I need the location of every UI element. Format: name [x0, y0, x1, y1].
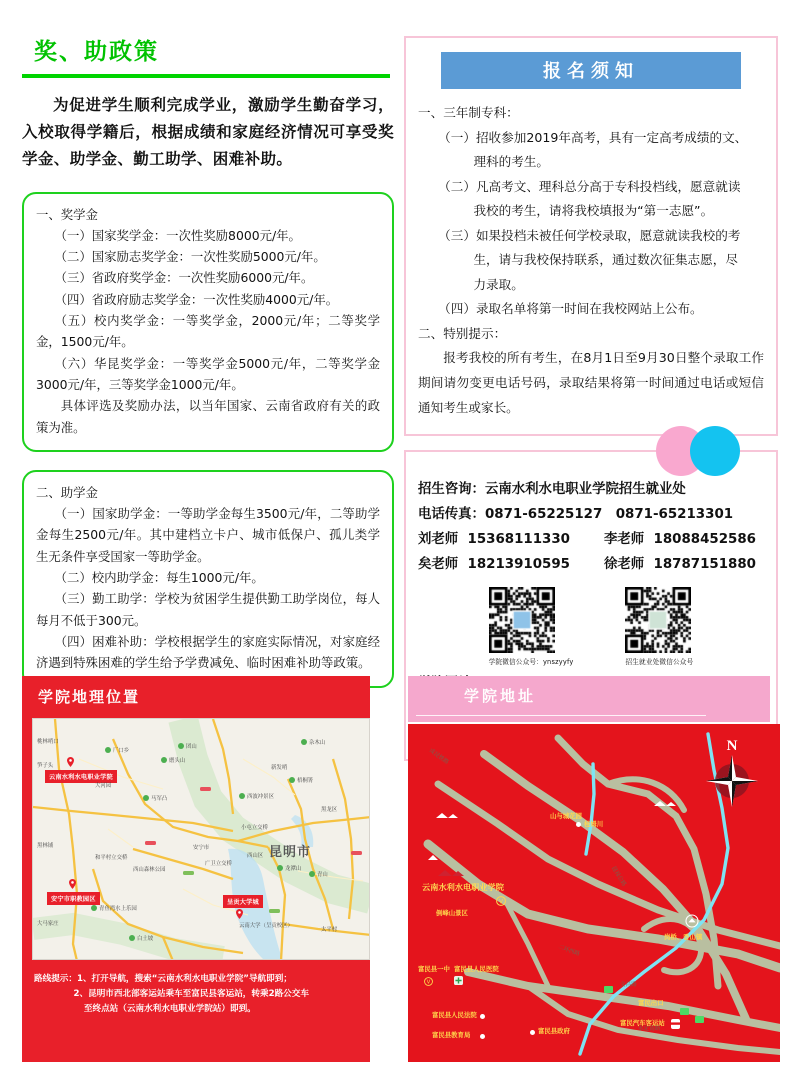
map-marker-icon	[496, 896, 506, 906]
notice-line: （四）录取名单将第一时间在我校网站上公布。	[438, 301, 703, 317]
teacher-contact	[418, 528, 578, 553]
map-poi-label: 磨头山	[169, 758, 186, 764]
policy-intro-text: 为促进学生顺利完成学业，激励学生勤奋学习，入校取得学籍后，根据成绩和家庭经济情况可享受奖学金、助学金、勤工助学、困难补助。	[22, 96, 394, 169]
map-poi-label: 黑龙区	[321, 807, 338, 813]
map-panel-location	[22, 676, 370, 1062]
teacher-contacts-row	[418, 528, 764, 553]
scholarship-box	[22, 192, 394, 452]
map-poi-label: 和平村立交桥	[95, 855, 128, 861]
map-title-location: 学院地理位置	[38, 688, 141, 706]
map-label-school: 云南水利水电职业学院	[422, 882, 504, 892]
map-pin-icon	[69, 879, 76, 889]
notice-line: 生，请与我校保持联系，通过数次征集志愿，尽	[473, 252, 738, 268]
map-road-label-rail: 成昆铁路	[427, 747, 450, 766]
notice-line: 二、特别提示：	[418, 325, 507, 341]
financial-aid-item: （二）校内助学金：每生1000元/年。	[54, 569, 264, 585]
qr-code-row	[418, 587, 764, 666]
map-poi-label: 青山	[317, 872, 328, 878]
section-title-scholarship-policy: 奖、助政策	[34, 39, 159, 65]
teacher-name: 徐老师	[604, 556, 645, 572]
map-road-label-erhuan: 二环西路	[557, 944, 581, 958]
map-poi-label: 桃林哨口	[37, 739, 59, 745]
map-poi-label: 大马家庄	[37, 921, 59, 927]
map-road-label-yongding: 永定南路	[638, 1026, 661, 1032]
map-marker-icon	[424, 977, 433, 986]
registration-notice-banner: 报名须知	[441, 52, 741, 89]
scholarship-item: （二）国家励志奖学金：一次性奖励5000元/年。	[54, 248, 326, 264]
admissions-consult-value: 云南水利水电职业学院招生就业处	[484, 482, 686, 498]
map-title-address: 学院地址	[464, 687, 537, 705]
map-poi-label: 安宁市	[193, 845, 210, 851]
fumin-map[interactable]	[408, 724, 780, 1062]
svg-text:V: V	[498, 898, 504, 906]
map-poi-dot-icon	[178, 743, 184, 749]
map-poi-label: 黑林铺	[37, 843, 54, 849]
map-poi-label: 太平村	[321, 927, 338, 933]
green-divider	[22, 74, 390, 78]
map-poi-label: 西山区	[247, 853, 264, 859]
qr-caption: 招生就业处微信公众号	[625, 658, 694, 667]
map-road-label-kunlu: 昆禄公路	[609, 865, 627, 888]
map-poi-label: 白土坡	[137, 936, 154, 942]
qr-code-icon	[625, 587, 691, 653]
map-poi-label: 小屯立交桥	[241, 825, 268, 831]
compass-rose	[704, 738, 760, 808]
map-label-shanyucheng: 山与城花园	[550, 812, 582, 820]
financial-aid-box	[22, 470, 394, 688]
teacher-phone: 18787151880	[653, 556, 756, 572]
kunming-map-graphic	[33, 719, 370, 960]
map-poi-dot-icon	[289, 777, 295, 783]
qr-item-college	[489, 587, 574, 666]
map-poi-dot-icon	[105, 747, 111, 753]
map-label-guilinchuan: 桂姆川	[584, 820, 604, 828]
compass-north-label: N	[726, 738, 738, 754]
map-panel-address	[400, 676, 780, 1066]
admissions-consult-label: 招生咨询：	[418, 482, 485, 498]
map-label-fumin-gov: 富民县政府	[538, 1027, 570, 1035]
map-label-fumin-exit: 富民出口	[638, 999, 664, 1007]
notice-special-tip: 报考我校的所有考生，在8月1日至9月30日整个录取工作期间请勿变更电话号码，录取结果将第一时间通过电话或短信通知考生或家长。	[418, 350, 764, 415]
map-poi-dot-icon	[161, 757, 167, 763]
map-poi-label: 西波冲景区	[247, 794, 274, 800]
map-poi-label: 马军凸	[151, 796, 168, 802]
route-tip-line-1	[34, 972, 360, 987]
map-poi-dot-icon	[301, 739, 307, 745]
teacher-contacts-row	[418, 553, 764, 578]
registration-notice-panel	[404, 36, 778, 436]
route-tip-2: 2、昆明市西北部客运站乘车至富民县客运站，转乘2路公交车	[73, 989, 309, 1000]
banner-underline	[416, 715, 706, 717]
scholarship-item: （一）国家奖学金：一次性奖励8000元/年。	[54, 227, 301, 243]
route-tips	[34, 972, 360, 1017]
notice-line: （二）凡高考文、理科总分高于专科投档线，愿意就读	[438, 178, 741, 194]
map-dot-icon	[480, 1014, 485, 1019]
map-road-label-wenchang: 文昌路	[620, 982, 637, 988]
map-poi-dot-icon	[143, 795, 149, 801]
teacher-contact	[604, 528, 764, 553]
policy-intro	[22, 92, 394, 173]
phone-fax-line	[418, 503, 764, 528]
map-poi-dot-icon	[91, 905, 97, 911]
route-tip-1: 1、打开导航，搜索“云南水利水电职业学院”导航即到；	[76, 974, 292, 984]
teacher-name: 矣老师	[418, 556, 459, 572]
notice-line: 力录取。	[473, 276, 524, 292]
scholarship-item: （五）校内奖学金：一等奖学金，2000元/年；二等奖学金，1500元/年。	[36, 312, 380, 350]
kunming-map[interactable]	[32, 718, 370, 960]
map-poi-label: 广卫立交桥	[205, 861, 232, 867]
map-label-fumin-court: 富民县人民法院	[432, 1011, 477, 1019]
map-poi-label: 厂口乡	[113, 748, 130, 754]
qr-caption: 学院微信公众号：ynszyyfy	[488, 658, 574, 667]
scholarship-note: 具体评选及奖励办法，以当年国家、云南省政府有关的政策为准。	[36, 398, 380, 435]
route-tip-3: 至终点站（云南水利水电职业学院站）即到。	[83, 1004, 256, 1015]
notice-line: （一）招收参加2019年高考，具有一定高考成绩的文、	[438, 129, 748, 145]
map-dot-icon	[576, 822, 581, 827]
map-poi-label: 笋子头	[37, 763, 54, 769]
scholarship-item: （三）省政府奖学金：一次性奖励6000元/年。	[54, 270, 314, 286]
financial-aid-heading: 二、助学金	[36, 484, 98, 500]
scholarship-item: （六）华昆奖学金：一等奖学金5000元/年，二等奖学金3000元/年，三等奖学金1000元/年。	[36, 355, 380, 392]
map-poi-label: 团山	[186, 744, 197, 750]
hospital-cross-icon	[454, 976, 463, 985]
map-poi-label: 梧桐箐	[297, 778, 314, 784]
qr-code-icon	[489, 587, 555, 653]
map-poi-label: 杂木山	[309, 740, 326, 746]
map-poi-label: 大河园	[95, 783, 112, 789]
map-label-fumin-edu: 富民县教育局	[432, 1031, 471, 1039]
teacher-phone: 18088452586	[653, 531, 756, 547]
map-label-daofengshan: 倒峰山景区	[436, 909, 468, 917]
teacher-phone: 18213910595	[467, 556, 570, 572]
map-poi-label: 西山森林公园	[133, 867, 166, 873]
teacher-contact	[418, 553, 578, 578]
teacher-contact	[604, 553, 764, 578]
financial-aid-item: （四）困难补助：学校根据学生的家庭实际情况，对家庭经济遇到特殊困难的学生给予学费减免、临时困难补助等政策。	[36, 633, 380, 671]
route-tip-head: 路线提示：	[34, 974, 77, 984]
notice-line: 理科的考生。	[473, 154, 549, 170]
financial-aid-item: （一）国家助学金：一等助学金每生3500元/年，二等助学金每生2500元/年。其中建档立卡户、城市低保户、孤儿类学生无条件享受国家一等助学金。	[36, 506, 380, 564]
map-pin-icon	[236, 909, 243, 919]
map-poi-dot-icon	[239, 793, 245, 799]
decorative-circles	[656, 426, 748, 476]
map-label-fumin-hospital: 富民县人民医院	[454, 965, 499, 973]
map-label-anning: 安宁市职教园区	[47, 892, 100, 905]
notice-line: 一、三年制专科：	[418, 105, 519, 120]
qr-item-admissions	[625, 587, 693, 666]
phone-fax-value: 0871-65225127 0871-65213301	[484, 506, 734, 522]
map-dot-icon	[480, 1034, 485, 1039]
bus-station-icon	[670, 1018, 681, 1030]
highway-shield-icon	[685, 914, 699, 928]
address-map-banner	[408, 676, 770, 722]
map-poi-dot-icon	[309, 871, 315, 877]
phone-fax-label: 电话传真：	[418, 506, 485, 522]
admissions-consult-line	[418, 478, 764, 503]
map-label-chenggong: 呈贡大学城	[223, 895, 263, 908]
map-poi-label: 云南大学（呈贡校区）	[239, 923, 293, 929]
scholarship-heading: 一、奖学金	[36, 206, 98, 222]
teacher-name: 李老师	[604, 531, 645, 547]
map-poi-label: 龙潭山	[285, 866, 302, 872]
notice-line: （三）如果投档未被任何学校录取，愿意就读我校的考	[438, 227, 741, 243]
map-label-bus-station: 富民汽车客运站	[620, 1019, 665, 1027]
svg-text:V: V	[426, 979, 431, 986]
teacher-name: 刘老师	[418, 531, 459, 547]
map-pin-icon	[67, 757, 74, 767]
right-column	[404, 36, 778, 761]
map-poi-dot-icon	[277, 865, 283, 871]
map-poi-label: 新发哨	[271, 765, 288, 771]
scholarship-item: （四）省政府励志奖学金：一次性奖励4000元/年。	[54, 291, 339, 307]
map-poi-label: 青鱼湾水上乐园	[99, 906, 137, 912]
teacher-phone: 15368111330	[467, 531, 570, 547]
notice-line: 我校的考生，请将我校填报为“第一志愿”。	[473, 203, 714, 219]
map-label-school: 云南水利水电职业学院	[45, 770, 117, 783]
left-column	[22, 36, 394, 688]
map-label-xiangshan: 岗桥、香山镇	[664, 933, 703, 941]
map-dot-icon	[530, 1030, 535, 1035]
map-label-kunming: 昆明市	[269, 845, 312, 860]
financial-aid-item: （三）勤工助学：学校为贫困学生提供勤工助学岗位，每人每月不低于300元。	[36, 591, 380, 628]
compass-icon	[706, 755, 758, 807]
cyan-circle-icon	[690, 426, 740, 476]
map-poi-dot-icon	[129, 935, 135, 941]
map-label-fuminyizhong: 富民县一中	[418, 965, 450, 973]
